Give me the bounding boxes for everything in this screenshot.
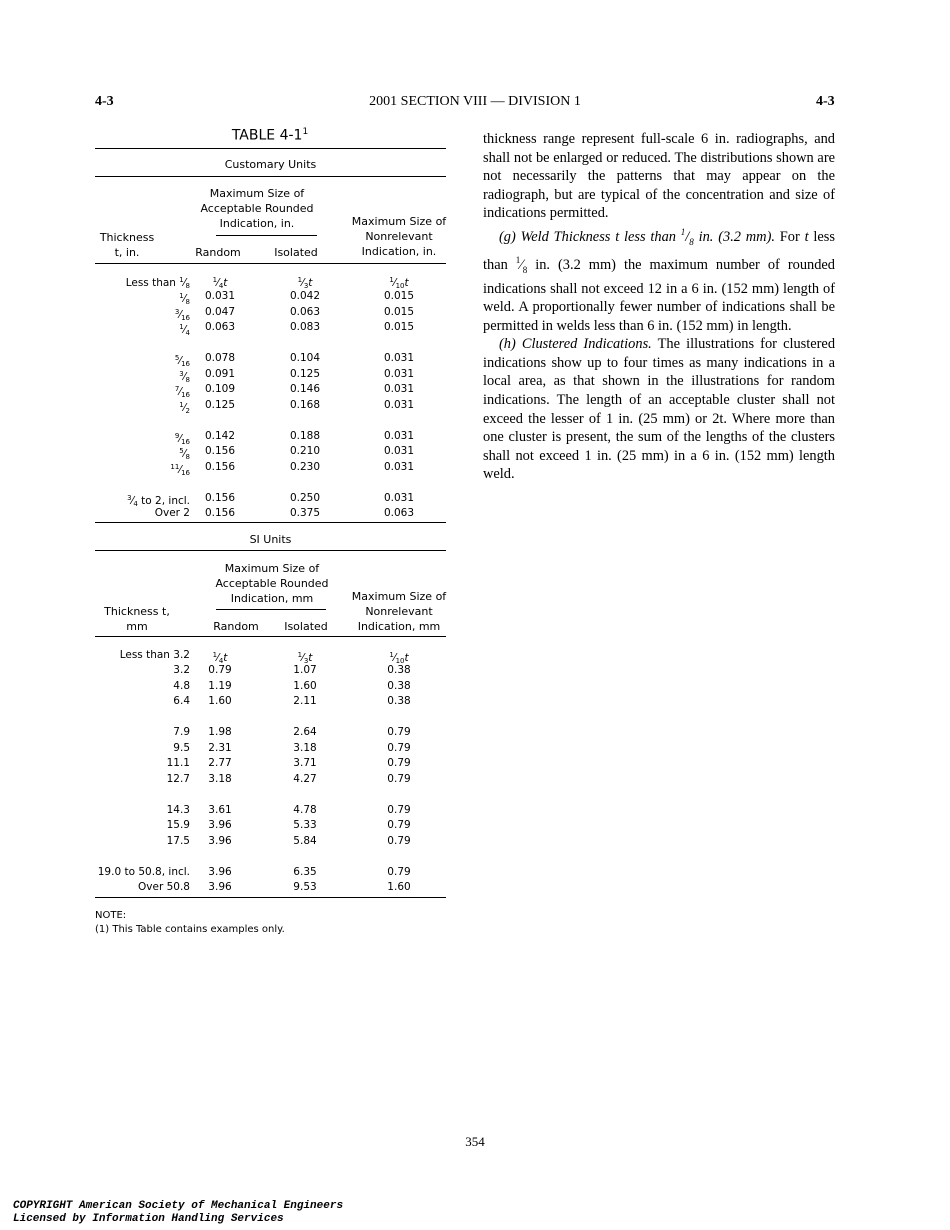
table-title-footnote-ref: 1 — [302, 127, 309, 137]
rule — [95, 148, 446, 149]
rule — [95, 550, 446, 551]
si-cell-random: 1.60 — [208, 695, 232, 707]
si-cell-thickness: 9.5 — [173, 741, 190, 754]
si-cell-isolated: 1.60 — [293, 679, 317, 692]
si-col-thickness: Thickness t, mm — [104, 605, 170, 633]
customary-cell-nonrelevant: 0.015 — [383, 290, 415, 302]
si-cell-random: 3.96 — [208, 865, 232, 878]
paragraph-g-heading: (g) Weld Thickness t less than $^1/_8$ in. (3.2 mm). — [499, 226, 775, 247]
header-section-left: 4-3 — [95, 94, 114, 109]
customary-cell-nonrelevant: 0.031 — [383, 367, 415, 380]
rule — [95, 263, 446, 264]
customary-col-thickness: Thickness t, in. — [99, 231, 155, 259]
paragraph-g-text: For t less than $^1⁄_8$ in. (3.2 mm) the maximum number of rounded indications shall not exceed 12 in a 6 in. (152 mm) length of weld. A proportionally fewer number of indications shall be permitted in welds less than 6 in. (152 mm) in length. — [483, 228, 835, 334]
rule — [95, 636, 446, 637]
customary-cell-thickness: $^1⁄_2$ — [179, 400, 190, 415]
customary-cell-thickness: $^3⁄_8$ — [179, 369, 190, 384]
si-formula-random: $^1⁄_4t$ — [212, 651, 228, 665]
si-cell-random: 2.31 — [208, 741, 232, 754]
customary-col-nonrelevant: Maximum Size of Nonrelevant Indication, in. — [351, 215, 447, 258]
customary-cell-random: 0.156 — [204, 445, 236, 457]
customary-cell-nonrelevant: 0.031 — [383, 429, 415, 442]
customary-cell-random: 0.156 — [204, 491, 236, 504]
customary-cell-nonrelevant: 0.031 — [383, 460, 415, 473]
customary-cell-isolated: 0.250 — [289, 491, 321, 504]
si-cell-nonrelevant: 0.79 — [387, 772, 411, 785]
si-cell-isolated: 6.35 — [293, 865, 317, 878]
copyright-line-1: COPYRIGHT American Society of Mechanical Engineers — [13, 1200, 344, 1212]
si-cell-random: 1.19 — [208, 679, 232, 692]
customary-cell-random: 0.109 — [204, 383, 236, 395]
si-col-nonrelevant: Maximum Size of Nonrelevant Indication, mm — [351, 590, 447, 633]
si-formula-thickness: Less than 3.2 — [119, 649, 190, 661]
customary-col-random: Random — [195, 246, 241, 259]
body-text — [483, 130, 835, 484]
si-cell-thickness: 17.5 — [166, 834, 190, 847]
rule — [95, 522, 446, 523]
customary-units-label: Customary Units — [224, 158, 317, 171]
customary-cell-isolated: 0.104 — [289, 352, 321, 364]
paragraph-g — [483, 223, 835, 335]
customary-cell-isolated: 0.125 — [289, 367, 321, 380]
si-cell-random: 0.79 — [208, 664, 232, 676]
customary-formula-isolated: $^1⁄_3t$ — [297, 276, 313, 290]
si-cell-random: 3.96 — [208, 881, 232, 893]
si-cell-thickness: 15.9 — [166, 819, 190, 831]
customary-cell-thickness: $^7⁄_{16}$ — [174, 385, 190, 399]
customary-cell-isolated: 0.230 — [289, 460, 321, 473]
si-cell-nonrelevant: 0.79 — [387, 726, 411, 738]
si-cell-nonrelevant: 1.60 — [387, 881, 411, 893]
customary-cell-nonrelevant: 0.031 — [383, 352, 415, 364]
customary-cell-nonrelevant: 0.015 — [383, 321, 415, 333]
si-cell-random: 3.61 — [208, 803, 232, 816]
customary-col-isolated: Isolated — [274, 246, 318, 259]
customary-cell-thickness: $^{11}⁄_{16}$ — [170, 462, 190, 477]
si-cell-nonrelevant: 0.79 — [387, 803, 411, 816]
copyright-line-2: Licensed by Information Handling Services — [13, 1213, 284, 1225]
customary-cell-thickness: $^1⁄_8$ — [179, 292, 190, 306]
si-cell-thickness: 4.8 — [173, 679, 190, 692]
si-cell-random: 1.98 — [208, 726, 232, 738]
customary-cell-nonrelevant: 0.031 — [383, 398, 415, 411]
paragraph-continuation: thickness range represent full-scale 6 in. radiographs, and shall not be enlarged or reduced. The distributions shown are not necessarily the patterns that may appear on the radiograph, but are typical of the concentration and size of indications permitted. — [483, 131, 835, 222]
header-title: 2001 SECTION VIII — DIVISION 1 — [369, 94, 581, 109]
customary-cell-random: 0.047 — [204, 305, 236, 318]
customary-cell-isolated: 0.042 — [289, 290, 321, 302]
si-cell-thickness: 3.2 — [173, 664, 190, 676]
si-cell-random: 3.96 — [208, 834, 232, 847]
customary-cell-nonrelevant: 0.031 — [383, 383, 415, 395]
si-cell-random: 3.18 — [208, 772, 232, 785]
rule — [95, 897, 446, 898]
customary-cell-isolated: 0.083 — [289, 321, 321, 333]
customary-cell-isolated: 0.188 — [289, 429, 321, 442]
si-cell-nonrelevant: 0.79 — [387, 757, 411, 769]
si-cell-nonrelevant: 0.38 — [387, 664, 411, 676]
si-group-header: Maximum Size of Acceptable Rounded Indication, mm — [215, 562, 329, 605]
customary-cell-thickness: $^9⁄_{16}$ — [174, 431, 190, 446]
si-cell-isolated: 3.18 — [293, 741, 317, 754]
si-col-isolated: Isolated — [284, 620, 328, 633]
group-rule — [216, 235, 317, 236]
si-cell-thickness: 6.4 — [173, 695, 190, 707]
customary-cell-thickness: $^1⁄_4$ — [179, 323, 190, 337]
customary-cell-random: 0.142 — [204, 429, 236, 442]
customary-cell-isolated: 0.375 — [289, 507, 321, 519]
si-cell-nonrelevant: 0.79 — [387, 834, 411, 847]
customary-cell-thickness: $^5⁄_8$ — [179, 447, 190, 461]
si-cell-isolated: 2.64 — [293, 726, 317, 738]
paragraph-h-text: The illustrations for clustered indications show up to four times as many indications in a local area, as that shown in the illustrations for random indications. The length of an acceptable cluster shall not exceed the lesser of 1 in. (25 mm) or 2t. Where more than one cluster is present, the sum of the lengths of the clusters shall not exceed 1 in. (25 mm) in a 6 in. (152 mm) length weld. — [483, 336, 836, 483]
table-note-heading: NOTE: — [95, 910, 127, 921]
si-cell-isolated: 1.07 — [293, 664, 317, 676]
si-cell-isolated: 3.71 — [293, 757, 317, 769]
si-cell-isolated: 4.78 — [293, 803, 317, 816]
customary-cell-thickness: $^3⁄_4$ to 2, incl. — [127, 493, 190, 508]
si-cell-random: 3.96 — [208, 819, 232, 831]
page-number: 354 — [465, 1134, 485, 1149]
customary-cell-random: 0.031 — [204, 290, 236, 302]
paragraph-h-heading: (h) Clustered Indications. — [499, 336, 652, 353]
si-cell-thickness: 11.1 — [166, 757, 190, 769]
group-rule — [216, 609, 326, 610]
si-cell-thickness: 12.7 — [166, 772, 190, 785]
si-cell-isolated: 5.33 — [293, 819, 317, 831]
si-cell-nonrelevant: 0.38 — [387, 679, 411, 692]
si-cell-isolated: 4.27 — [293, 772, 317, 785]
si-cell-nonrelevant: 0.38 — [387, 695, 411, 707]
customary-cell-isolated: 0.168 — [289, 398, 321, 411]
table-note-text: (1) This Table contains examples only. — [95, 924, 285, 935]
customary-formula-nonrelevant: $^1⁄_{10}t$ — [389, 276, 409, 290]
customary-cell-random: 0.078 — [204, 352, 236, 364]
si-cell-isolated: 5.84 — [293, 834, 317, 847]
si-formula-nonrelevant: $^1⁄_{10}t$ — [389, 651, 409, 665]
customary-cell-isolated: 0.146 — [289, 383, 321, 395]
customary-cell-nonrelevant: 0.031 — [383, 491, 415, 504]
customary-cell-thickness: $^3⁄_{16}$ — [174, 307, 190, 322]
customary-cell-random: 0.156 — [204, 507, 236, 519]
si-cell-thickness: 14.3 — [166, 803, 190, 816]
customary-cell-random: 0.125 — [204, 398, 236, 411]
si-cell-nonrelevant: 0.79 — [387, 741, 411, 754]
si-cell-isolated: 9.53 — [293, 881, 317, 893]
header-section-right: 4-3 — [816, 94, 835, 109]
si-cell-random: 2.77 — [208, 757, 232, 769]
customary-cell-random: 0.091 — [204, 367, 236, 380]
si-col-random: Random — [213, 620, 259, 633]
copyright-notice — [13, 1200, 343, 1226]
si-units-label: SI Units — [249, 533, 292, 546]
si-cell-isolated: 2.11 — [293, 695, 317, 707]
si-cell-thickness: Over 50.8 — [138, 881, 190, 893]
customary-cell-thickness: $^5⁄_{16}$ — [174, 354, 190, 368]
customary-cell-nonrelevant: 0.015 — [383, 305, 415, 318]
customary-cell-nonrelevant: 0.063 — [383, 507, 415, 519]
si-cell-thickness: 7.9 — [173, 726, 190, 738]
customary-cell-random: 0.156 — [204, 460, 236, 473]
paragraph-h — [483, 335, 835, 484]
customary-cell-random: 0.063 — [204, 321, 236, 333]
si-cell-nonrelevant: 0.79 — [387, 865, 411, 878]
customary-cell-nonrelevant: 0.031 — [383, 445, 415, 457]
customary-cell-thickness: Over 2 — [154, 507, 190, 519]
customary-group-header: Maximum Size of Acceptable Rounded Indication, in. — [200, 187, 314, 230]
si-cell-nonrelevant: 0.79 — [387, 819, 411, 831]
si-formula-isolated: $^1⁄_3t$ — [297, 651, 313, 665]
customary-cell-isolated: 0.210 — [289, 445, 321, 457]
customary-formula-random: $^1⁄_4t$ — [212, 276, 228, 290]
si-cell-thickness: 19.0 to 50.8, incl. — [97, 865, 190, 878]
table-title: TABLE $4-1^1$ — [231, 127, 309, 144]
customary-cell-isolated: 0.063 — [289, 305, 321, 318]
rule — [95, 176, 446, 177]
customary-formula-thickness: Less than $^1⁄_8$ — [125, 276, 190, 290]
